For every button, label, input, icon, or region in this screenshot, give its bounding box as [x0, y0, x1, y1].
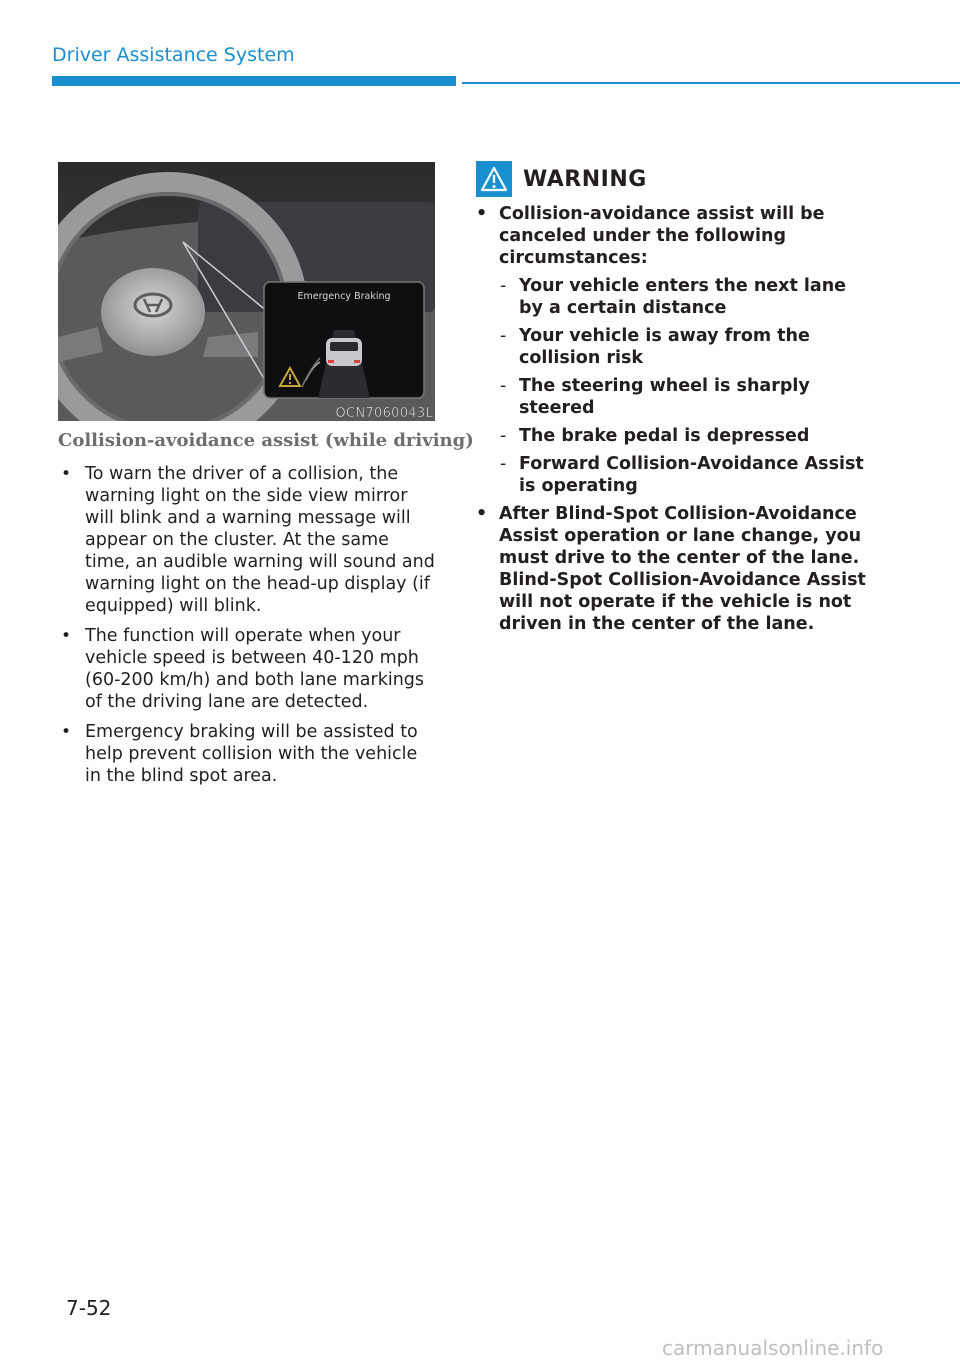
header-accent-bar — [52, 76, 456, 86]
dash-icon: - — [500, 326, 507, 346]
cancel-conditions-list — [499, 275, 876, 497]
dash-icon: - — [500, 276, 507, 296]
warning-header — [476, 161, 647, 197]
list-item: - Your vehicle enters the next lane by a certain distance — [500, 276, 847, 318]
figure-caption: Collision-avoidance assist (while driving) — [58, 430, 474, 451]
bullet-icon: • — [476, 504, 488, 524]
list-item: • Collision-avoidance assist will be canceled under the following circumstances: - Your vehicle enters the next lane by a certain distance - Your vehicle is away from the collision risk - The steering wheel is sharply steered - The brake pedal is depressed - Forward Collision-Avoidance Assist is operating — [476, 203, 876, 497]
bullet-icon: • — [61, 464, 72, 484]
dashboard-illustration — [58, 162, 435, 421]
watermark: carmanualsonline.info — [662, 1336, 884, 1360]
bullet-icon: • — [61, 626, 72, 646]
description-list — [58, 463, 438, 795]
dash-icon: - — [500, 454, 507, 474]
dash-icon: - — [500, 426, 507, 446]
list-item: - Forward Collision-Avoidance Assist is operating — [500, 454, 864, 496]
bullet-icon: • — [61, 722, 72, 742]
list-item: • To warn the driver of a collision, the warning light on the side view mirror will blink and a warning message will appear on the cluster. At the same time, an audible warning will sound and warning light on the head-up display (if equipped) will blink. — [61, 464, 435, 616]
page-number: 7-52 — [66, 1296, 112, 1320]
warning-list — [476, 203, 876, 641]
section-title: Driver Assistance System — [52, 44, 295, 66]
warning-title: WARNING — [523, 166, 647, 192]
dashboard-drawing — [58, 162, 435, 421]
list-item: • The function will operate when your vehicle speed is between 40-120 mph (60-200 km/h) and both lane markings of the driving lane are detected. — [61, 626, 425, 712]
list-item: • After Blind-Spot Collision-Avoidance Assist operation or lane change, you must drive to the center of the lane. Blind-Spot Collision-Avoidance Assist will not operate if the vehicle is not driven in the center of the lane. — [476, 504, 866, 634]
figure-code: OCN7060043L — [335, 406, 433, 421]
list-item: - The steering wheel is sharply steered — [500, 376, 810, 418]
warning-triangle-icon — [476, 161, 512, 197]
list-item: • Emergency braking will be assisted to help prevent collision with the vehicle in the blind spot area. — [61, 722, 418, 786]
header-rule — [462, 82, 960, 84]
list-item: - Your vehicle is away from the collision risk — [500, 326, 810, 368]
display-warning-text: Emergency Braking — [297, 291, 391, 302]
dash-icon: - — [500, 376, 507, 396]
bullet-icon: • — [476, 204, 488, 224]
list-item: - The brake pedal is depressed — [500, 426, 810, 446]
